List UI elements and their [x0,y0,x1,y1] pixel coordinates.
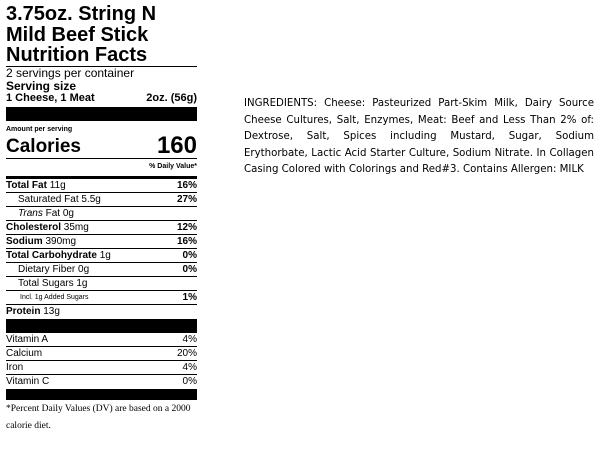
nutrient-row-added-sugars [6,291,197,305]
nutrient-row-trans-fat [6,207,197,221]
nutrient-row-total-sugars [6,277,197,291]
vitamin-dv: 0% [182,376,197,387]
nutrient-name: Trans [18,208,43,219]
vitamin-dv: 4% [182,334,197,345]
ingredients-text: INGREDIENTS: Cheese: Pasteurized Part-Skim Milk, Dairy Source Cheese Cultures, Salt, Enzymes, Meat: Beef and Less Than 2% of: Dextrose, Salt, Spices including Mustard, Sugar, Sodium Erythorbate, Lactic Acid Starter Culture, Sodium Nitrate. In Collagen Casing Colored with Colorings and Red#3. Contains Allergen: MILK [244,98,594,175]
daily-value-header: % Daily Value* [6,159,197,179]
nutrient-amount: 11g [49,180,66,191]
nutrient-name: Total Carbohydrate [6,250,97,261]
nutrient-name: Saturated Fat [18,194,79,205]
nutrient-row-protein [6,305,197,319]
nutrient-row-total-fat [6,179,197,193]
vitamin-name: Vitamin C [6,376,50,387]
vitamin-name: Vitamin A [6,334,49,345]
nutrient-name: Dietary Fiber [18,264,76,275]
nutrient-dv: 0% [182,264,197,275]
calories-value: 160 [156,132,197,159]
nutrient-dv: 27% [176,194,197,205]
daily-value-footnote: *Percent Daily Values (DV) are based on a 2000 calorie diet. [6,404,191,431]
thick-divider [6,319,197,333]
vitamin-name: Calcium [6,348,43,359]
nutrient-amount: 1g [99,250,111,261]
vitamin-row [6,333,197,347]
nutrient-dv: 1% [182,292,197,303]
nutrient-amount: 1g [76,278,88,289]
calories-row [6,134,197,159]
nutrient-name: Protein [6,306,41,317]
serving-size-amount: 2oz. (56g) [146,92,197,104]
nutrient-dv: 0% [182,250,197,261]
nutrient-row-saturated-fat [6,193,197,207]
nutrient-name: Cholesterol [6,222,62,233]
servings-per-container: 2 servings per container [6,66,135,80]
nutrient-amount: 5.5g [81,194,101,205]
amount-per-serving: Amount per serving [6,126,73,133]
vitamin-name: Iron [6,362,24,373]
thick-divider [6,389,197,400]
nutrient-amount: 0g [78,264,90,275]
vitamin-dv: 20% [176,348,197,359]
nutrient-amount: 390mg [45,236,77,247]
product-title: 3.75oz. String N Mild Beef Stick [6,3,157,46]
serving-size-label: Serving size [6,79,77,93]
nutrient-amount: 35mg [63,222,89,233]
nutrient-name: Total Sugars [18,278,74,289]
nutrient-amount: Fat 0g [45,208,74,219]
nutrition-label [6,4,197,435]
nutrient-amount: 13g [43,306,60,317]
nutrient-name: Incl. 1g Added Sugars [20,294,89,301]
thick-divider [6,107,197,121]
vitamin-row [6,375,197,389]
nutrient-row-sodium [6,235,197,249]
nutrition-facts-title: Nutrition Facts [6,44,148,66]
nutrient-row-total-carbohydrate [6,249,197,263]
nutrient-row-dietary-fiber [6,263,197,277]
serving-size-description: 1 Cheese, 1 Meat [6,92,95,104]
nutrient-dv: 16% [176,236,197,247]
nutrient-name: Total Fat [6,180,47,191]
nutrient-name: Sodium [6,236,43,247]
nutrient-dv: 16% [176,180,197,191]
calories-label: Calories [6,136,81,157]
vitamin-row [6,347,197,361]
serving-size-row [6,92,197,105]
vitamin-row [6,361,197,375]
nutrient-dv: 12% [176,222,197,233]
nutrient-row-cholesterol [6,221,197,235]
vitamin-dv: 4% [182,362,197,373]
